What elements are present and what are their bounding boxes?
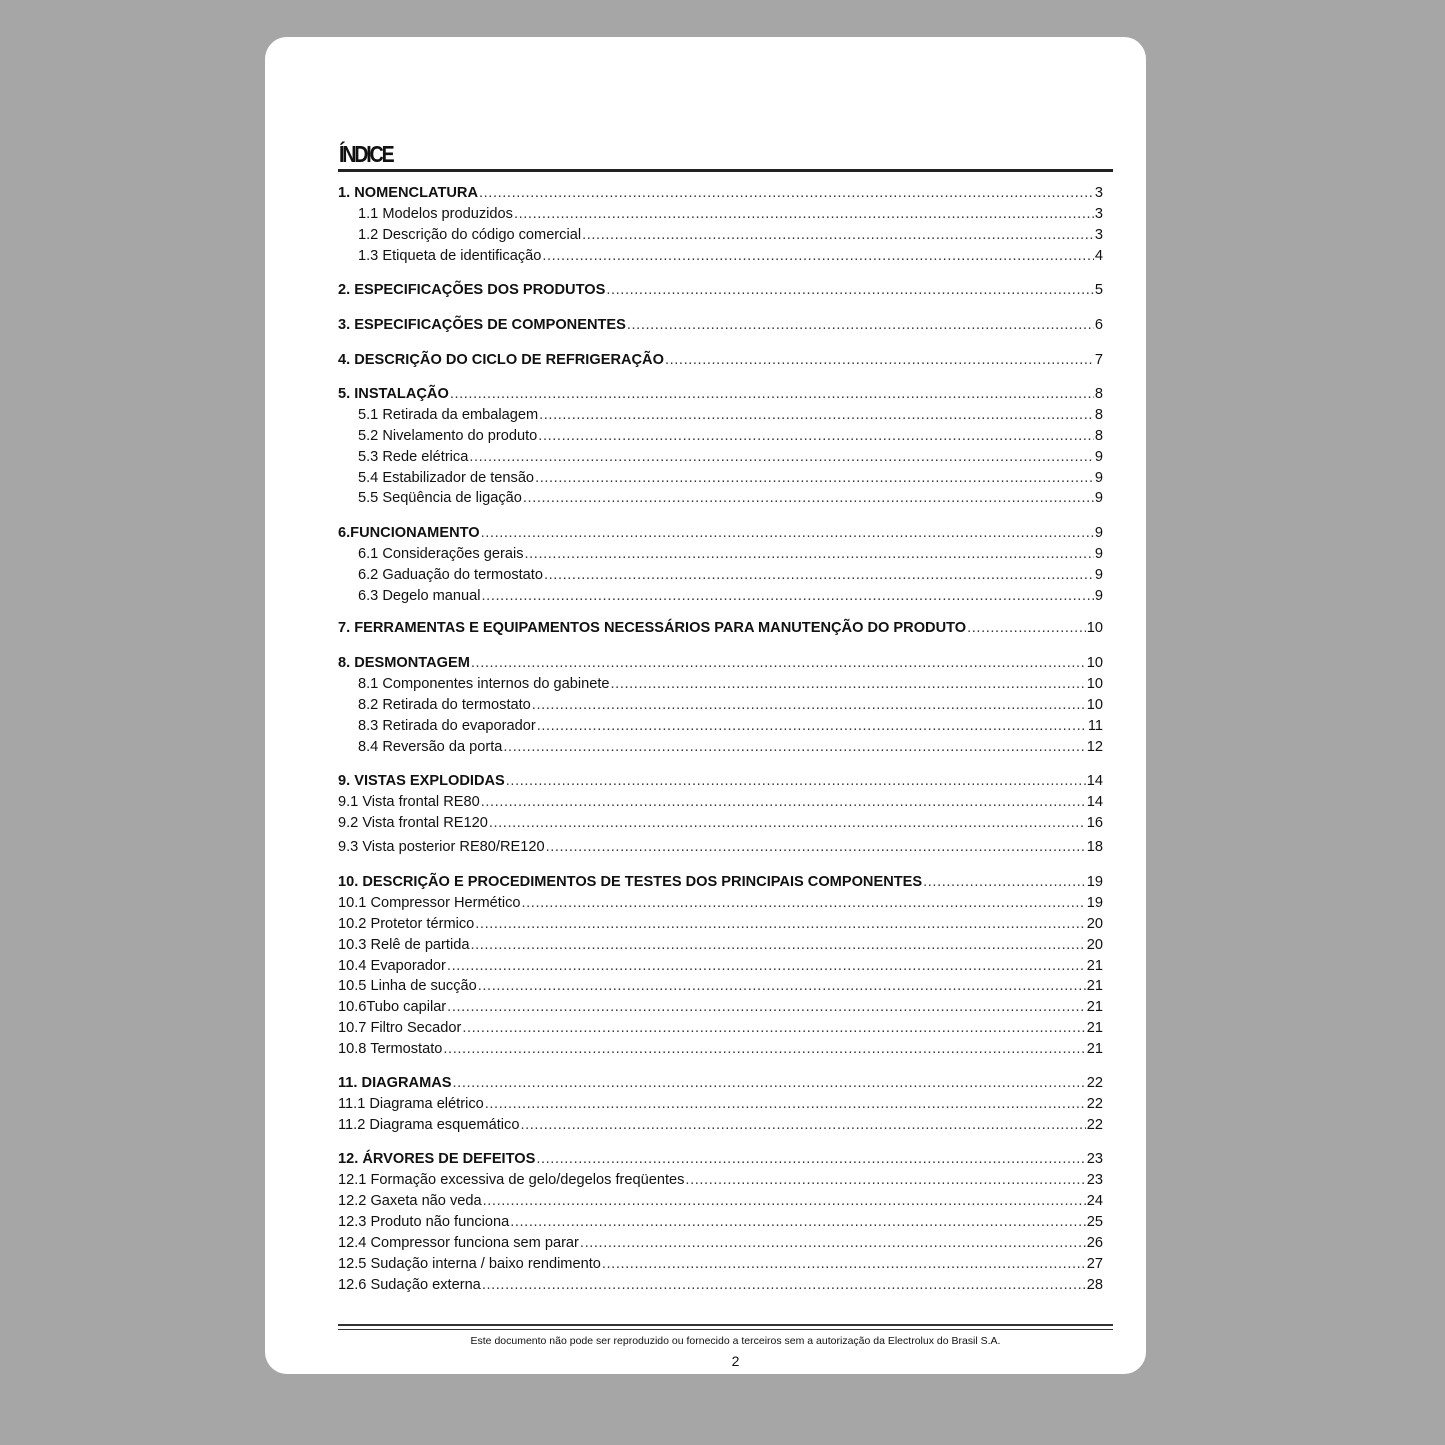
toc-subsection-entry[interactable] (338, 1254, 1103, 1274)
toc-subsection-entry[interactable] (338, 1191, 1103, 1211)
toc-entry-page-number: 14 (1086, 773, 1103, 789)
footer-notice: Este documento não pode ser reproduzido ou fornecido a terceiros sem a autorização da Electrolux do Brasil S.A. (470, 1335, 1001, 1347)
toc-entry-label: 1. NOMENCLATURA (338, 185, 478, 201)
dot-leader (525, 544, 1094, 564)
document-page (265, 37, 1146, 1374)
toc-entry-page-number: 10 (1086, 676, 1103, 692)
toc-section-entry[interactable] (338, 350, 1103, 370)
dot-leader (542, 246, 1094, 266)
dot-leader (462, 1018, 1085, 1038)
dot-leader (522, 893, 1086, 913)
toc-entry-label: 10.2 Protetor térmico (338, 916, 475, 932)
toc-entry-label: 1.2 Descrição do código comercial (358, 227, 582, 243)
dot-leader (582, 225, 1094, 245)
toc-subsection-entry[interactable] (338, 544, 1103, 564)
toc-subsection-entry[interactable] (338, 674, 1103, 694)
toc-entry-page-number: 20 (1086, 916, 1103, 932)
dot-leader (469, 447, 1094, 467)
toc-subsection-entry[interactable] (338, 468, 1103, 488)
toc-subsection-entry[interactable] (338, 792, 1103, 812)
dot-leader (453, 1073, 1086, 1093)
dot-leader (602, 1254, 1086, 1274)
toc-entry-page-number: 22 (1086, 1075, 1103, 1091)
toc-entry-label: 5.1 Retirada da embalagem (358, 407, 539, 423)
toc-entry-page-number: 9 (1094, 470, 1103, 486)
toc-subsection-entry[interactable] (338, 1233, 1103, 1253)
toc-entry-label: 2. ESPECIFICAÇÕES DOS PRODUTOS (338, 282, 606, 298)
toc-entry-label: 11.1 Diagrama elétrico (338, 1096, 484, 1112)
toc-entry-label: 1.3 Etiqueta de identificação (358, 248, 542, 264)
dot-leader (923, 872, 1086, 892)
toc-entry-page-number: 19 (1086, 874, 1103, 890)
toc-subsection-entry[interactable] (338, 997, 1103, 1017)
toc-subsection-entry[interactable] (338, 225, 1103, 245)
dot-leader (447, 997, 1086, 1017)
dot-leader (665, 350, 1094, 370)
toc-subsection-entry[interactable] (338, 1170, 1103, 1190)
toc-section-entry[interactable] (338, 872, 1103, 892)
dot-leader (482, 586, 1094, 606)
toc-entry-label: 12.1 Formação excessiva de gelo/degelos freqüentes (338, 1172, 685, 1188)
toc-entry-page-number: 8 (1094, 407, 1103, 423)
toc-section-entry[interactable] (338, 523, 1103, 543)
toc-entry-label: 6.FUNCIONAMENTO (338, 525, 480, 541)
toc-entry-label: 5.4 Estabilizador de tensão (358, 470, 535, 486)
toc-subsection-entry[interactable] (338, 1018, 1103, 1038)
toc-entry-page-number: 6 (1094, 317, 1103, 333)
toc-entry-label: 1.1 Modelos produzidos (358, 206, 513, 222)
toc-entry-page-number: 16 (1086, 815, 1103, 831)
toc-entry-label: 9. VISTAS EXPLODIDAS (338, 773, 505, 789)
toc-entry-page-number: 21 (1086, 1020, 1103, 1036)
toc-section-entry[interactable] (338, 618, 1103, 638)
toc-entry-label: 10. DESCRIÇÃO E PROCEDIMENTOS DE TESTES DOS PRINCIPAIS COMPONENTES (338, 874, 923, 890)
dot-leader (580, 1233, 1086, 1253)
toc-subsection-entry[interactable] (338, 405, 1103, 425)
toc-section-entry[interactable] (338, 1149, 1103, 1169)
dot-leader (535, 468, 1094, 488)
dot-leader (478, 976, 1086, 996)
toc-subsection-entry[interactable] (338, 914, 1103, 934)
dot-leader (520, 1115, 1085, 1135)
toc-entry-page-number: 4 (1094, 248, 1103, 264)
toc-entry-label: 6.2 Gaduação do termostato (358, 567, 543, 583)
toc-entry-page-number: 9 (1094, 546, 1103, 562)
dot-leader (489, 813, 1086, 833)
dot-leader (532, 695, 1086, 715)
dot-leader (481, 523, 1094, 543)
dot-leader (503, 737, 1085, 757)
dot-leader (443, 1039, 1085, 1059)
dot-leader (482, 1275, 1086, 1295)
toc-subsection-entry[interactable] (338, 586, 1103, 606)
toc-entry-page-number: 25 (1086, 1214, 1103, 1230)
toc-entry-page-number: 8 (1094, 386, 1103, 402)
toc-entry-label: 10.4 Evaporador (338, 958, 446, 974)
footer-divider-thick (338, 1324, 1113, 1326)
toc-entry-page-number: 3 (1094, 227, 1103, 243)
toc-entry-label: 12.6 Sudação externa (338, 1277, 481, 1293)
toc-subsection-entry[interactable] (338, 716, 1103, 736)
dot-leader (523, 488, 1094, 508)
dot-leader (538, 426, 1094, 446)
toc-subsection-entry[interactable] (338, 426, 1103, 446)
dot-leader (967, 618, 1086, 638)
toc-entry-label: 8.1 Componentes internos do gabinete (358, 676, 610, 692)
dot-leader (447, 956, 1086, 976)
toc-entry-page-number: 21 (1086, 958, 1103, 974)
toc-entry-page-number: 10 (1086, 620, 1103, 636)
toc-entry-label: 12.5 Sudação interna / baixo rendimento (338, 1256, 601, 1272)
toc-subsection-entry[interactable] (338, 565, 1103, 585)
toc-entry-page-number: 27 (1086, 1256, 1103, 1272)
dot-leader (481, 792, 1086, 812)
toc-entry-label: 3. ESPECIFICAÇÕES DE COMPONENTES (338, 317, 626, 333)
toc-subsection-entry[interactable] (338, 976, 1103, 996)
dot-leader (539, 405, 1094, 425)
toc-entry-page-number: 9 (1094, 490, 1103, 506)
toc-entry-label: 5.5 Seqüência de ligação (358, 490, 522, 506)
toc-entry-page-number: 22 (1086, 1096, 1103, 1112)
toc-entry-label: 11. DIAGRAMAS (338, 1075, 452, 1091)
toc-entry-page-number: 23 (1086, 1172, 1103, 1188)
dot-leader (537, 716, 1087, 736)
toc-entry-label: 8.3 Retirada do evaporador (358, 718, 536, 734)
toc-entry-page-number: 21 (1086, 999, 1103, 1015)
toc-subsection-entry[interactable] (338, 1115, 1103, 1135)
toc-entry-page-number: 12 (1086, 739, 1103, 755)
toc-entry-label: 10.7 Filtro Secador (338, 1020, 462, 1036)
dot-leader (627, 315, 1094, 335)
dot-leader (506, 771, 1086, 791)
toc-entry-page-number: 3 (1094, 206, 1103, 222)
toc-subsection-entry[interactable] (338, 813, 1103, 833)
toc-entry-label: 12.4 Compressor funciona sem parar (338, 1235, 579, 1251)
toc-entry-label: 9.1 Vista frontal RE80 (338, 794, 480, 810)
toc-entry-page-number: 26 (1086, 1235, 1103, 1251)
toc-entry-page-number: 28 (1086, 1277, 1103, 1293)
dot-leader (606, 280, 1094, 300)
toc-entry-label: 5.3 Rede elétrica (358, 449, 469, 465)
toc-subsection-entry[interactable] (338, 956, 1103, 976)
toc-entry-label: 12. ÁRVORES DE DEFEITOS (338, 1151, 536, 1167)
toc-entry-page-number: 18 (1086, 839, 1103, 855)
toc-subsection-entry[interactable] (338, 1039, 1103, 1059)
footer-divider-thin (338, 1329, 1113, 1330)
toc-entry-label: 5.2 Nivelamento do produto (358, 428, 538, 444)
toc-section-entry[interactable] (338, 183, 1103, 203)
toc-subsection-entry[interactable] (338, 837, 1103, 857)
dot-leader (544, 565, 1094, 585)
toc-subsection-entry[interactable] (338, 737, 1103, 757)
toc-subsection-entry[interactable] (338, 935, 1103, 955)
dot-leader (483, 1191, 1086, 1211)
dot-leader (510, 1212, 1086, 1232)
toc-entry-page-number: 5 (1094, 282, 1103, 298)
toc-entry-page-number: 7 (1094, 352, 1103, 368)
toc-entry-page-number: 20 (1086, 937, 1103, 953)
toc-section-entry[interactable] (338, 315, 1103, 335)
toc-subsection-entry[interactable] (338, 695, 1103, 715)
dot-leader (485, 1094, 1086, 1114)
title-divider (338, 169, 1113, 172)
toc-entry-label: 9.2 Vista frontal RE120 (338, 815, 488, 831)
toc-subsection-entry[interactable] (338, 246, 1103, 266)
dot-leader (536, 1149, 1085, 1169)
toc-subsection-entry[interactable] (338, 447, 1103, 467)
toc-entry-label: 8. DESMONTAGEM (338, 655, 470, 671)
toc-section-entry[interactable] (338, 384, 1103, 404)
dot-leader (685, 1170, 1085, 1190)
toc-entry-label: 10.3 Relê de partida (338, 937, 470, 953)
dot-leader (611, 674, 1086, 694)
toc-entry-page-number: 9 (1094, 567, 1103, 583)
toc-entry-label: 7. FERRAMENTAS E EQUIPAMENTOS NECESSÁRIOS PARA MANUTENÇÃO DO PRODUTO (338, 620, 967, 636)
page-title: ÍNDICE (339, 141, 393, 167)
toc-entry-page-number: 9 (1094, 588, 1103, 604)
toc-entry-page-number: 19 (1086, 895, 1103, 911)
toc-section-entry[interactable] (338, 1073, 1103, 1093)
toc-entry-page-number: 9 (1094, 449, 1103, 465)
toc-entry-page-number: 9 (1094, 525, 1103, 541)
dot-leader (479, 183, 1094, 203)
toc-entry-label: 5. INSTALAÇÃO (338, 386, 449, 402)
toc-entry-page-number: 22 (1086, 1117, 1103, 1133)
toc-entry-label: 10.8 Termostato (338, 1041, 443, 1057)
toc-section-entry[interactable] (338, 771, 1103, 791)
toc-entry-label: 11.2 Diagrama esquemático (338, 1117, 520, 1133)
toc-entry-page-number: 11 (1087, 718, 1103, 734)
toc-entry-page-number: 10 (1086, 655, 1103, 671)
toc-entry-page-number: 21 (1086, 1041, 1103, 1057)
dot-leader (450, 384, 1094, 404)
toc-entry-page-number: 23 (1086, 1151, 1103, 1167)
toc-entry-page-number: 3 (1094, 185, 1103, 201)
toc-subsection-entry[interactable] (338, 893, 1103, 913)
toc-entry-label: 6.1 Considerações gerais (358, 546, 524, 562)
toc-entry-page-number: 8 (1094, 428, 1103, 444)
toc-entry-label: 4. DESCRIÇÃO DO CICLO DE REFRIGERAÇÃO (338, 352, 664, 368)
dot-leader (470, 935, 1085, 955)
dot-leader (475, 914, 1085, 934)
toc-entry-label: 12.2 Gaxeta não veda (338, 1193, 482, 1209)
toc-entry-page-number: 21 (1086, 978, 1103, 994)
toc-entry-page-number: 14 (1086, 794, 1103, 810)
toc-entry-label: 10.5 Linha de sucção (338, 978, 477, 994)
toc-subsection-entry[interactable] (338, 1275, 1103, 1295)
toc-entry-label: 8.2 Retirada do termostato (358, 697, 531, 713)
toc-entry-label: 9.3 Vista posterior RE80/RE120 (338, 839, 545, 855)
toc-subsection-entry[interactable] (338, 1212, 1103, 1232)
toc-subsection-entry[interactable] (338, 204, 1103, 224)
toc-section-entry[interactable] (338, 280, 1103, 300)
toc-entry-label: 8.4 Reversão da porta (358, 739, 503, 755)
dot-leader (471, 653, 1086, 673)
toc-entry-page-number: 10 (1086, 697, 1103, 713)
toc-entry-label: 10.1 Compressor Hermético (338, 895, 521, 911)
dot-leader (546, 837, 1086, 857)
toc-section-entry[interactable] (338, 653, 1103, 673)
toc-entry-label: 6.3 Degelo manual (358, 588, 481, 604)
page-number: 2 (731, 1353, 740, 1369)
toc-entry-page-number: 24 (1086, 1193, 1103, 1209)
toc-entry-label: 10.6Tubo capilar (338, 999, 447, 1015)
dot-leader (514, 204, 1094, 224)
toc-subsection-entry[interactable] (338, 488, 1103, 508)
toc-entry-label: 12.3 Produto não funciona (338, 1214, 510, 1230)
toc-subsection-entry[interactable] (338, 1094, 1103, 1114)
